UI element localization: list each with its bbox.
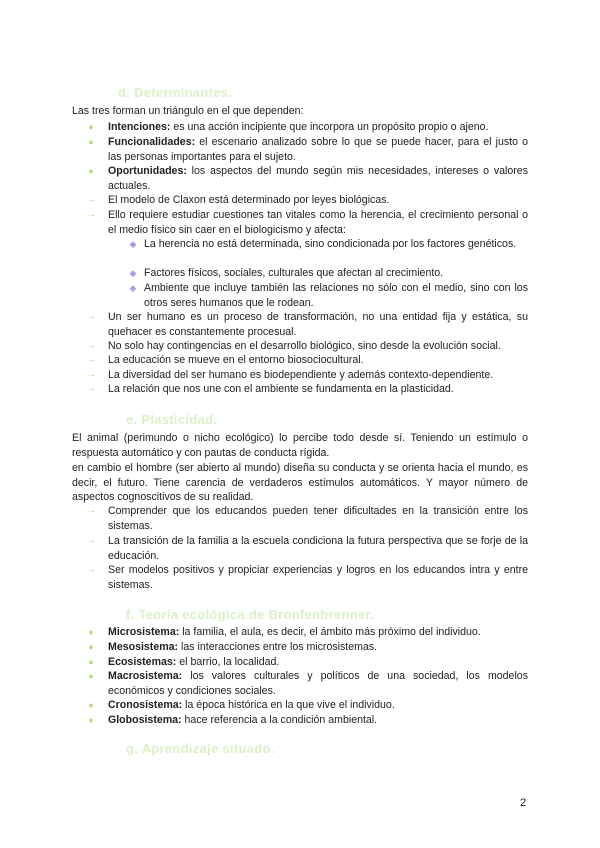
arrow-right-icon: → — [86, 311, 96, 322]
section-e-paragraph-1: El animal (perimundo o nicho ecológico) lo percibe todo desde sí. Teniendo un estímulo o respuesta automático y con pautas de conducta rígida. — [72, 432, 528, 459]
bullet-dot-icon: ● — [88, 137, 94, 147]
arrow-right-icon: → — [86, 194, 96, 205]
section-g-heading: g. Aprendizaje situado. — [126, 741, 275, 756]
bullet-dot-icon: ● — [88, 671, 94, 681]
arrow-right-icon: → — [86, 535, 96, 546]
bullet-dot-icon: ● — [88, 657, 94, 667]
diamond-icon: ◆ — [129, 283, 137, 293]
arrow-right-icon: → — [86, 383, 96, 394]
bullet-dot-icon: ● — [88, 642, 94, 652]
arrow-right-icon: → — [86, 209, 96, 220]
arrow-right-icon: → — [86, 564, 96, 575]
section-d-heading: d. Determinantes. — [118, 85, 233, 100]
section-f-heading: f. Teoría ecológica de Bronfenbrenner. — [126, 607, 375, 622]
arrow-right-icon: → — [86, 354, 96, 365]
page-number: 2 — [520, 797, 527, 809]
section-e-heading: e. Plasticidad. — [126, 412, 218, 427]
arrow-right-icon: → — [86, 505, 96, 516]
diamond-icon: ◆ — [129, 268, 137, 278]
arrow-right-icon: → — [86, 340, 96, 351]
bullet-dot-icon: ● — [88, 122, 94, 132]
section-d-intro: Las tres forman un triángulo en el que dependen: — [72, 105, 304, 117]
bullet-dot-icon: ● — [88, 715, 94, 725]
bullet-dot-icon: ● — [88, 700, 94, 710]
term: Intenciones: — [108, 121, 171, 133]
section-e-paragraph-2: en cambio el hombre (ser abierto al mundo) diseña su conducta y se orienta hacia el mundo, es decir, el futuro. Tiene carencia de verdaderos estímulos automáticos. Y mayor número de aspectos cognoscitivos de su realidad. — [72, 462, 528, 504]
arrow-right-icon: → — [86, 369, 96, 380]
bullet-dot-icon: ● — [88, 166, 94, 176]
bullet-dot-icon: ● — [88, 627, 94, 637]
diamond-icon: ◆ — [129, 239, 137, 249]
